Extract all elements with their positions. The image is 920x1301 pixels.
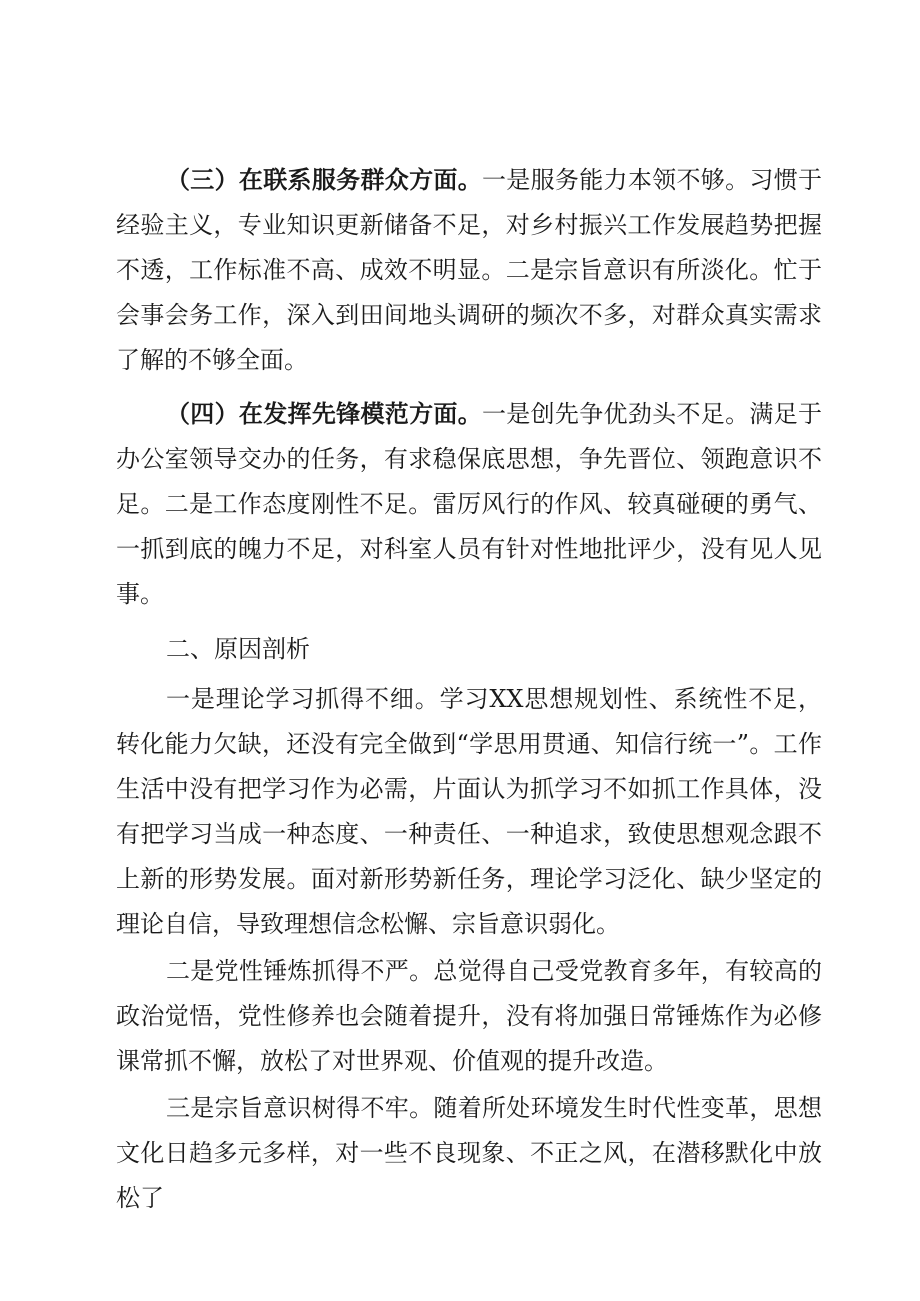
paragraph-serve-masses <box>116 158 822 383</box>
paragraph-lead: （三）在联系服务群众方面。 <box>166 166 482 194</box>
section-heading-cause-analysis: 二、原因剖析 <box>166 635 310 663</box>
paragraph-vanguard-role <box>116 392 822 617</box>
paragraph-text: 一是服务能力本领不够。习惯于经验主义，专业知识更新储备不足，对乡村振兴工作发展趋势把握不透，工作标准不高、成效不明显。二是宗旨意识有所淡化。忙于会事会务工作，深入到田间地头调研的频次不多，对群众真实需求了解的不够全面。 <box>116 166 822 374</box>
analysis-paragraph-purpose-awareness: 三是宗旨意识树得不牢。随着所处环境发生时代性变革，思想文化日趋多元多样，对一些不良现象、不正之风，在潜移默化中放松了 <box>116 1094 822 1212</box>
paragraph-lead: （四）在发挥先锋模范方面。 <box>166 400 482 428</box>
document-body <box>116 158 822 1221</box>
paragraph-text: 一是创先争优劲头不足。满足于办公室领导交办的任务，有求稳保底思想，争先晋位、领跑意识不足。二是工作态度刚性不足。雷厉风行的作风、较真碰硬的勇气、一抓到底的魄力不足，对科室人员有针对性地批评少，没有见人见事。 <box>116 400 822 608</box>
analysis-paragraph-party-spirit: 二是党性锤炼抓得不严。总觉得自己受党教育多年，有较高的政治觉悟，党性修养也会随着提升，没有将加强日常锤炼作为必修课常抓不懈，放松了对世界观、价值观的提升改造。 <box>116 957 822 1075</box>
analysis-paragraph-theory-study: 一是理论学习抓得不细。学习XX思想规划性、系统性不足，转化能力欠缺，还没有完全做到“学思用贯通、知信行统一”。工作生活中没有把学习作为必需，片面认为抓学习不如抓工作具体，没有把学习当成一种态度、一种责任、一种追求，致使思想观念跟不上新的形势发展。面对新形势新任务，理论学习泛化、缺少坚定的理论自信，导致理想信念松懈、宗旨意识弱化。 <box>116 685 822 938</box>
